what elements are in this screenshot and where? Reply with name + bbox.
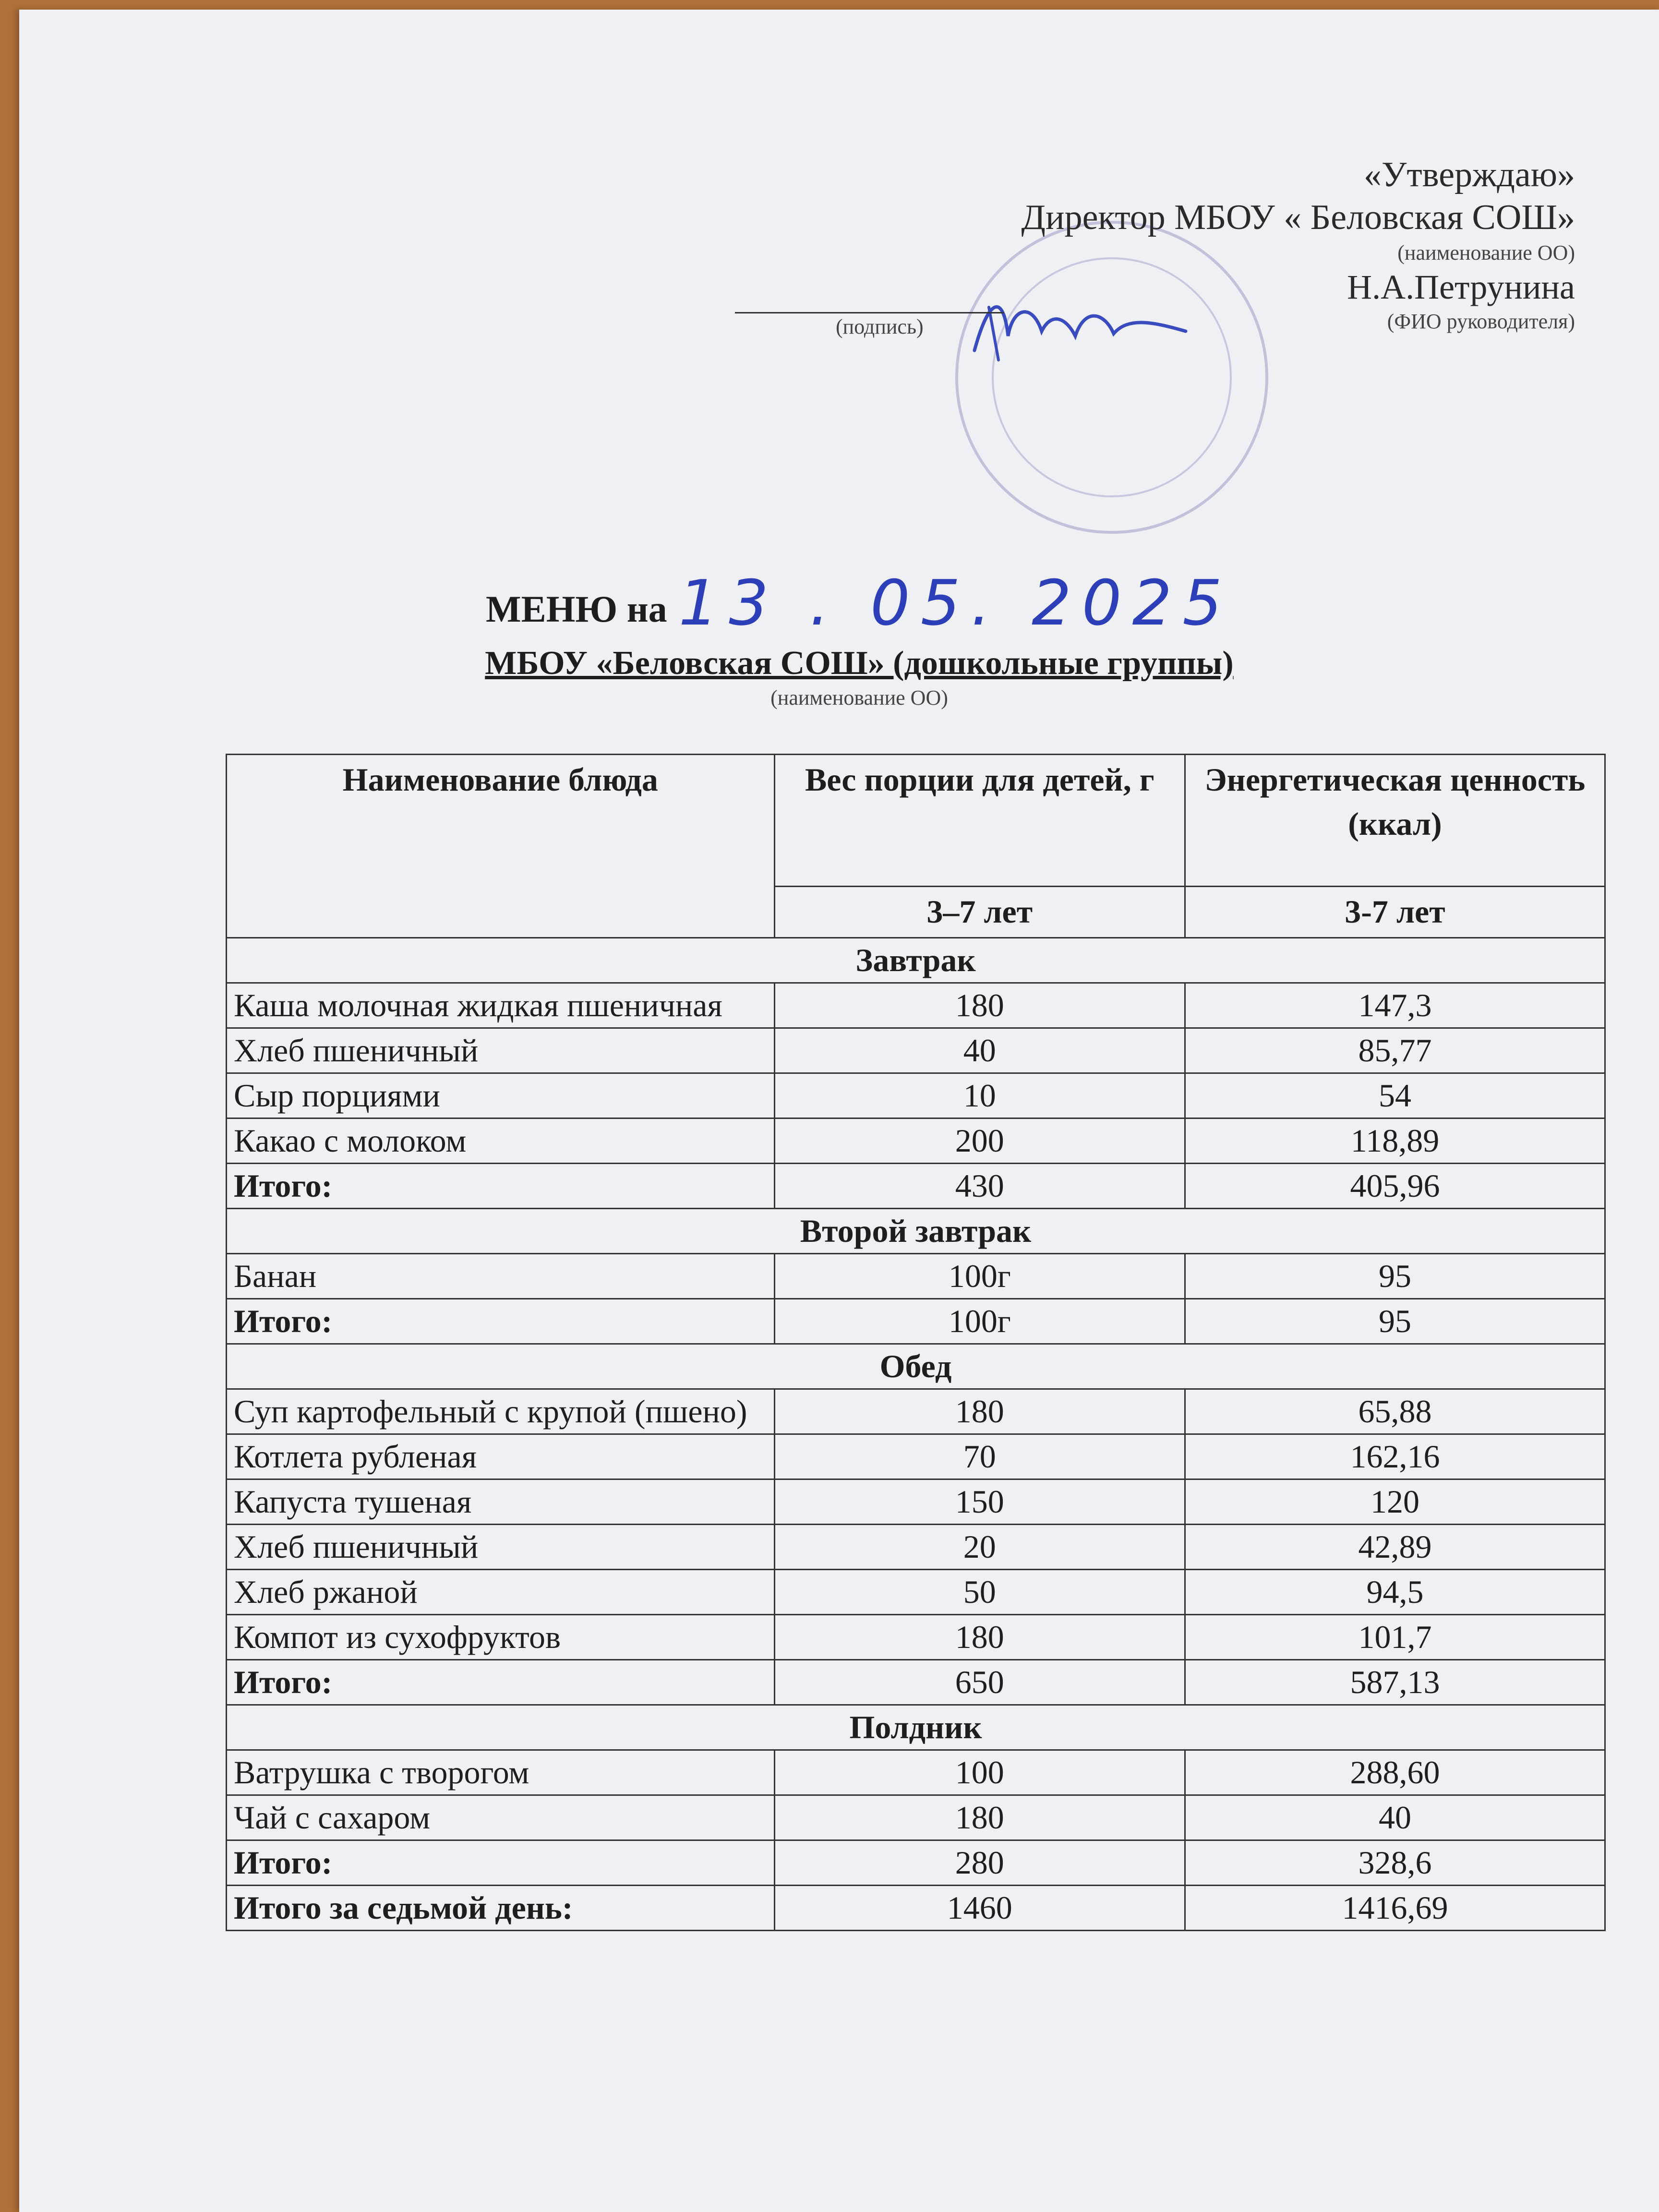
dish-name: Каша молочная жидкая пшеничная bbox=[227, 983, 775, 1028]
energy-value: 54 bbox=[1185, 1073, 1605, 1118]
grand-total-label: Итого за седьмой день: bbox=[227, 1885, 775, 1930]
organization-hint: (наименование ОО) bbox=[770, 686, 948, 709]
menu-label: МЕНЮ на bbox=[486, 588, 667, 630]
signature-row bbox=[836, 266, 1575, 338]
energy-value: 94,5 bbox=[1185, 1569, 1605, 1614]
director-name: Н.А.Петрунина bbox=[1347, 267, 1575, 306]
portion-weight: 40 bbox=[774, 1028, 1185, 1073]
portion-weight: 430 bbox=[774, 1163, 1185, 1208]
dish-row bbox=[227, 1524, 1605, 1569]
dish-row bbox=[227, 1434, 1605, 1479]
portion-weight: 100 bbox=[774, 1750, 1185, 1795]
energy-value: 147,3 bbox=[1185, 983, 1605, 1028]
column-header-weight: Вес порции для детей, г bbox=[774, 755, 1185, 887]
dish-name: Банан bbox=[227, 1253, 775, 1298]
table-header-row bbox=[227, 755, 1605, 887]
menu-title-block bbox=[211, 566, 1507, 710]
dish-name: Итого: bbox=[227, 1298, 775, 1344]
signature-line bbox=[735, 312, 1004, 313]
subtotal-row bbox=[227, 1163, 1605, 1208]
section-title: Второй завтрак bbox=[227, 1208, 1605, 1253]
energy-value: 85,77 bbox=[1185, 1028, 1605, 1073]
column-header-energy: Энергетическая ценность (ккал) bbox=[1185, 755, 1605, 887]
energy-value: 65,88 bbox=[1185, 1389, 1605, 1434]
portion-weight: 150 bbox=[774, 1479, 1185, 1524]
energy-value: 118,89 bbox=[1185, 1118, 1605, 1163]
approval-block bbox=[836, 154, 1575, 338]
age-group-energy: 3-7 лет bbox=[1185, 887, 1605, 938]
dish-row bbox=[227, 1614, 1605, 1659]
portion-weight: 280 bbox=[774, 1840, 1185, 1885]
portion-weight: 50 bbox=[774, 1569, 1185, 1614]
portion-weight: 180 bbox=[774, 983, 1185, 1028]
energy-value: 42,89 bbox=[1185, 1524, 1605, 1569]
dish-row bbox=[227, 1750, 1605, 1795]
dish-name: Компот из сухофруктов bbox=[227, 1614, 775, 1659]
dish-name: Какао с молоком bbox=[227, 1118, 775, 1163]
energy-value: 95 bbox=[1185, 1253, 1605, 1298]
energy-value: 40 bbox=[1185, 1795, 1605, 1840]
menu-date: 13 . 05. 2025 bbox=[678, 566, 1233, 639]
dish-row bbox=[227, 1569, 1605, 1614]
portion-weight: 20 bbox=[774, 1524, 1185, 1569]
energy-value: 95 bbox=[1185, 1298, 1605, 1344]
energy-value: 587,13 bbox=[1185, 1659, 1605, 1705]
dish-name: Итого: bbox=[227, 1659, 775, 1705]
dish-name: Хлеб пшеничный bbox=[227, 1028, 775, 1073]
section-row bbox=[227, 1344, 1605, 1389]
portion-weight: 100г bbox=[774, 1253, 1185, 1298]
energy-value: 288,60 bbox=[1185, 1750, 1605, 1795]
document-sheet bbox=[19, 10, 1659, 2212]
dish-row bbox=[227, 1479, 1605, 1524]
portion-weight: 180 bbox=[774, 1389, 1185, 1434]
menu-table-body bbox=[227, 938, 1605, 1930]
portion-weight: 180 bbox=[774, 1614, 1185, 1659]
portion-weight: 180 bbox=[774, 1795, 1185, 1840]
energy-value: 162,16 bbox=[1185, 1434, 1605, 1479]
section-title: Обед bbox=[227, 1344, 1605, 1389]
subtotal-row bbox=[227, 1840, 1605, 1885]
portion-weight: 650 bbox=[774, 1659, 1185, 1705]
portion-weight: 10 bbox=[774, 1073, 1185, 1118]
portion-weight: 100г bbox=[774, 1298, 1185, 1344]
dish-row bbox=[227, 1028, 1605, 1073]
energy-value: 120 bbox=[1185, 1479, 1605, 1524]
grand-total-weight: 1460 bbox=[774, 1885, 1185, 1930]
section-row bbox=[227, 1705, 1605, 1750]
dish-name: Хлеб пшеничный bbox=[227, 1524, 775, 1569]
section-title: Полдник bbox=[227, 1705, 1605, 1750]
dish-row bbox=[227, 983, 1605, 1028]
director-name-hint: (ФИО руководителя) bbox=[1387, 310, 1575, 334]
dish-row bbox=[227, 1118, 1605, 1163]
age-group-weight: 3–7 лет bbox=[774, 887, 1185, 938]
energy-value: 328,6 bbox=[1185, 1840, 1605, 1885]
dish-name: Итого: bbox=[227, 1840, 775, 1885]
dish-name: Сыр порциями bbox=[227, 1073, 775, 1118]
section-title: Завтрак bbox=[227, 938, 1605, 983]
dish-row bbox=[227, 1389, 1605, 1434]
dish-name: Капуста тушеная bbox=[227, 1479, 775, 1524]
menu-table bbox=[226, 754, 1606, 1931]
energy-value: 405,96 bbox=[1185, 1163, 1605, 1208]
grand-total-energy: 1416,69 bbox=[1185, 1885, 1605, 1930]
dish-name: Хлеб ржаной bbox=[227, 1569, 775, 1614]
dish-row bbox=[227, 1795, 1605, 1840]
subtotal-row bbox=[227, 1659, 1605, 1705]
column-header-dish: Наименование блюда bbox=[227, 755, 775, 938]
dish-name: Ватрушка с творогом bbox=[227, 1750, 775, 1795]
dish-name: Котлета рубленая bbox=[227, 1434, 775, 1479]
section-row bbox=[227, 1208, 1605, 1253]
org-name-hint: (наименование ОО) bbox=[1397, 240, 1575, 264]
director-position: Директор МБОУ « Беловская СОШ» bbox=[1021, 197, 1575, 237]
dish-row bbox=[227, 1073, 1605, 1118]
section-row bbox=[227, 938, 1605, 983]
dish-name: Чай с сахаром bbox=[227, 1795, 775, 1840]
organization-name: МБОУ «Беловская СОШ» (дошкольные группы) bbox=[485, 645, 1234, 682]
approval-title: «Утверждаю» bbox=[1364, 155, 1575, 194]
dish-name: Итого: bbox=[227, 1163, 775, 1208]
grand-total-row bbox=[227, 1885, 1605, 1930]
dish-name: Суп картофельный с крупой (пшено) bbox=[227, 1389, 775, 1434]
signature-hint: (подпись) bbox=[836, 314, 924, 338]
energy-value: 101,7 bbox=[1185, 1614, 1605, 1659]
subtotal-row bbox=[227, 1298, 1605, 1344]
portion-weight: 200 bbox=[774, 1118, 1185, 1163]
dish-row bbox=[227, 1253, 1605, 1298]
portion-weight: 70 bbox=[774, 1434, 1185, 1479]
